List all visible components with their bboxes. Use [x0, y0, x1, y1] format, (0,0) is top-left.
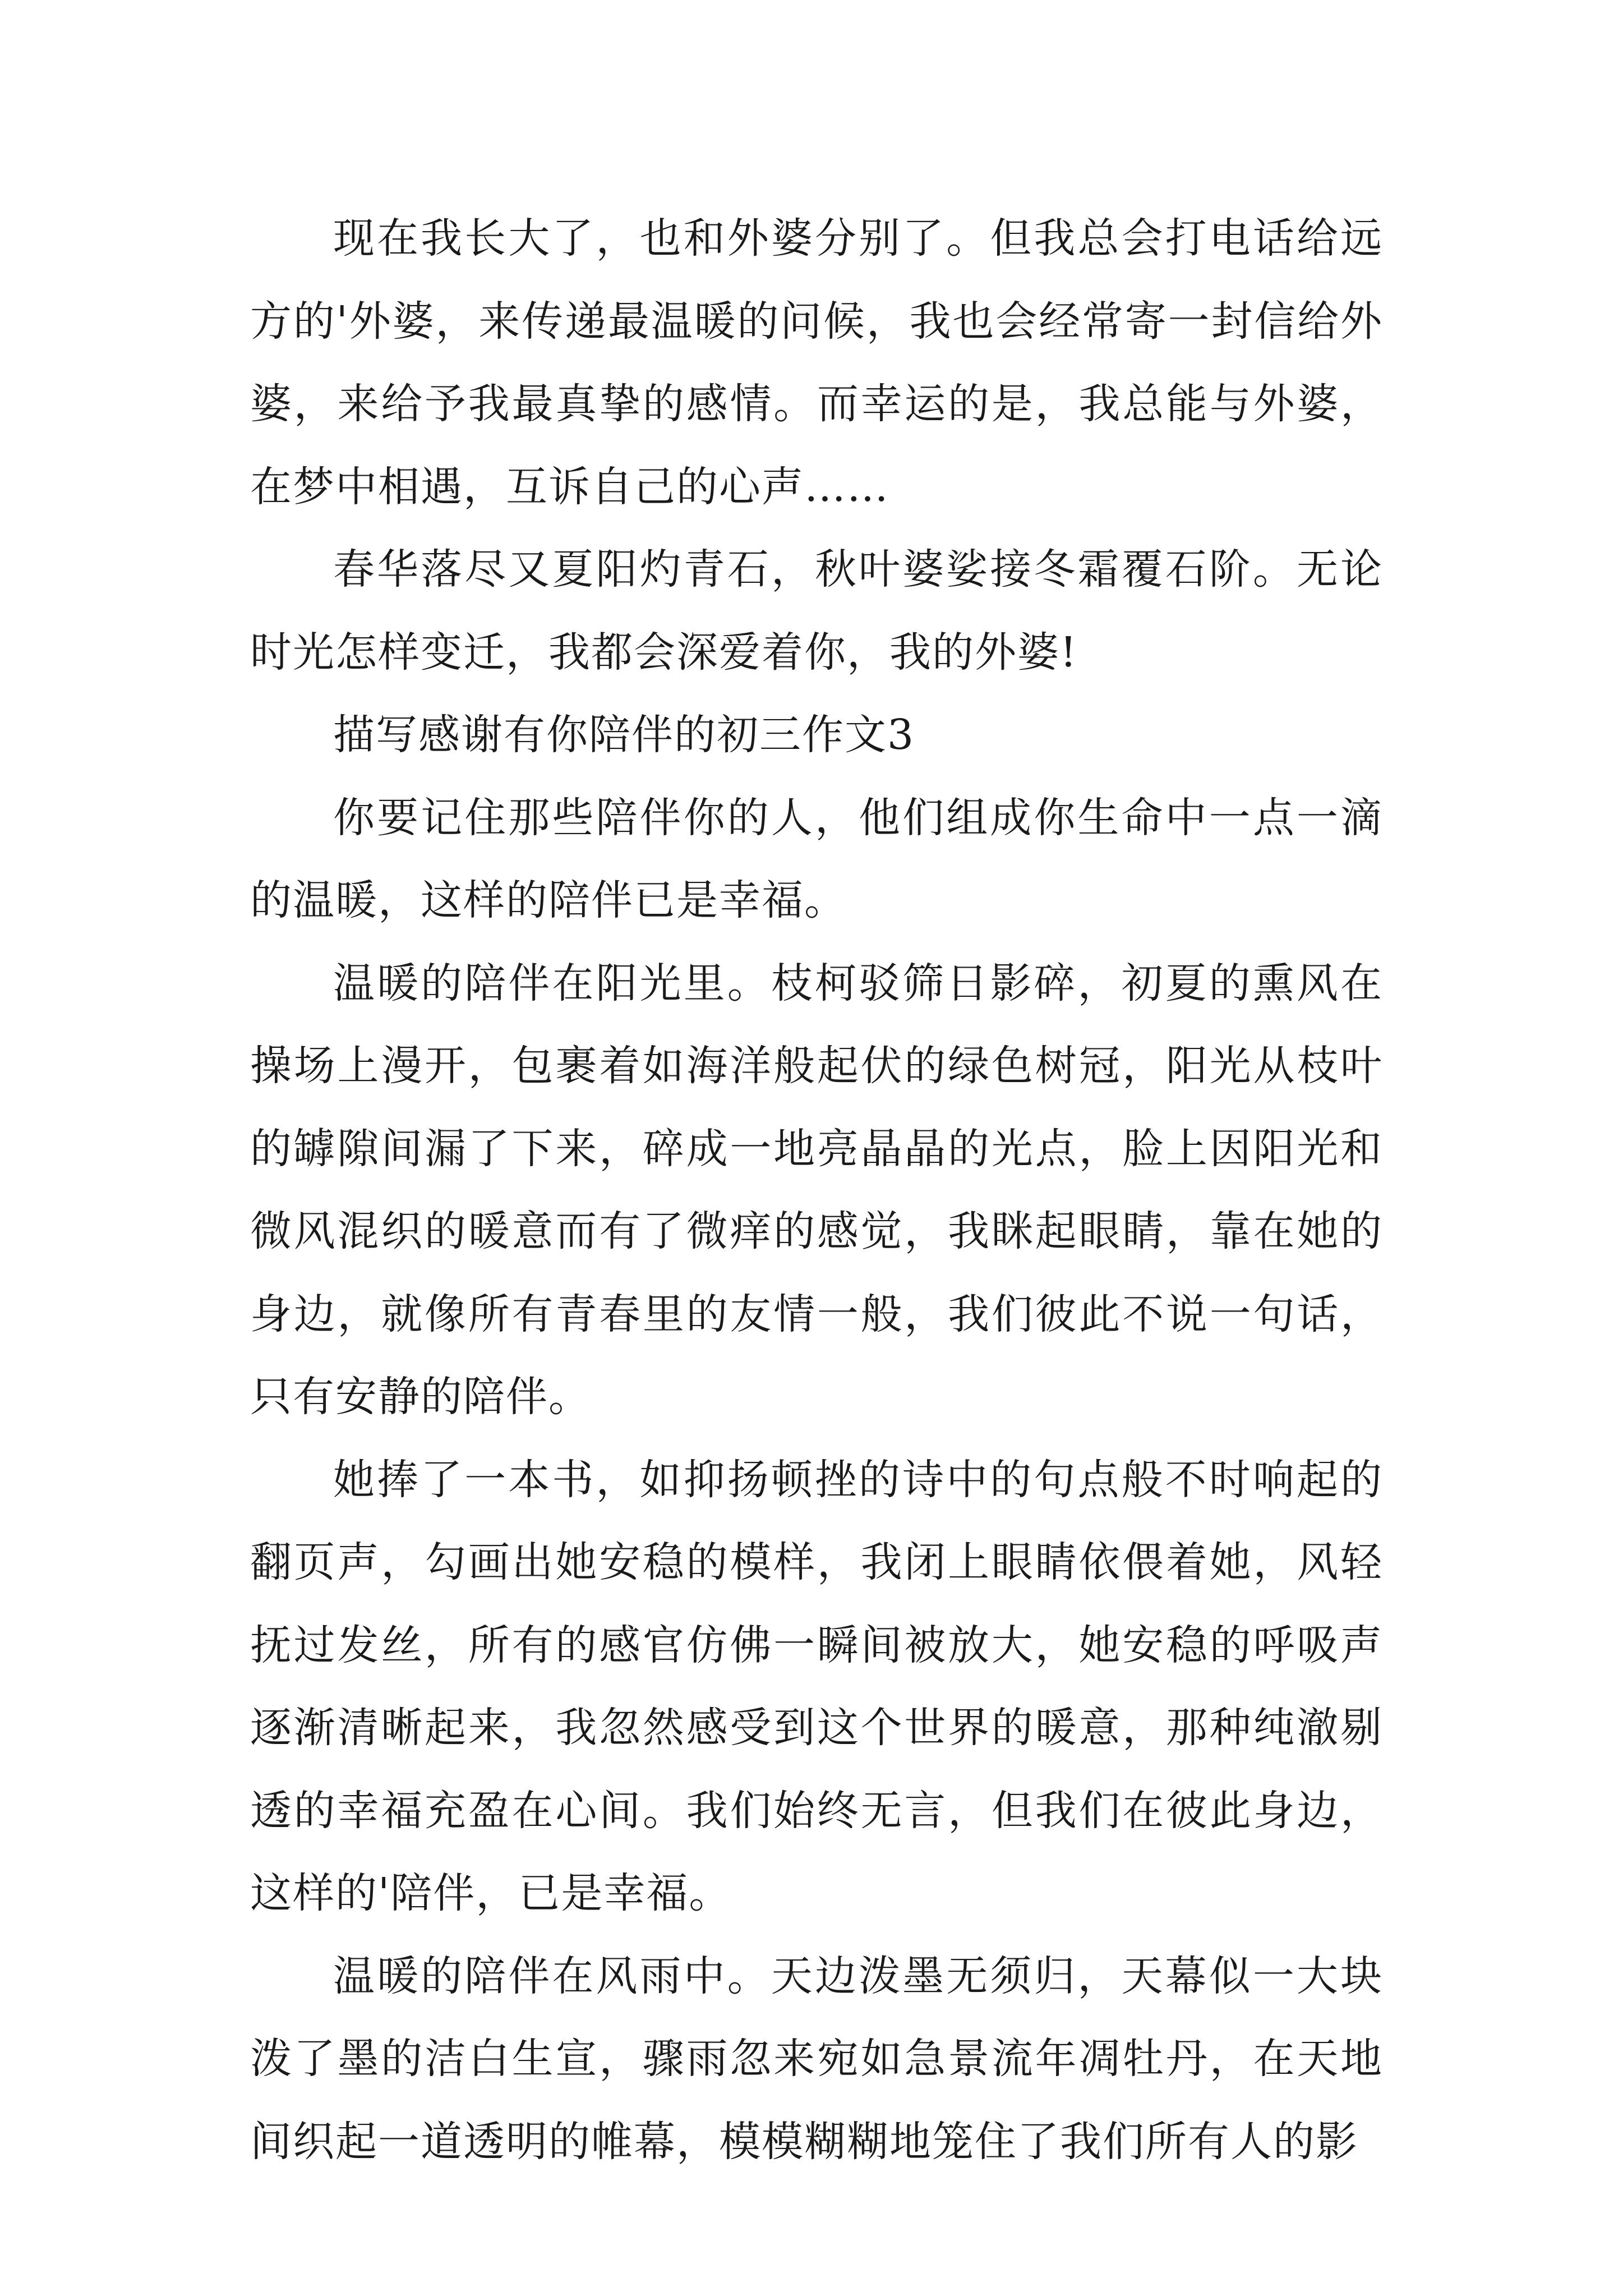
- essay-title: 描写感谢有你陪伴的初三作文3: [333, 711, 915, 759]
- paragraph-remember-companions: 你要记住那些陪伴你的人，他们组成你生命中一点一滴的温暖，这样的陪伴已是幸福。: [250, 793, 1383, 924]
- paragraph-missing-grandma: 现在我长大了，也和外婆分别了。但我总会打电话给远方的'外婆，来传递最温暖的问候，我也会经常寄一封信给外婆，来给予我最真挚的感情。而幸运的是，我总能与外婆，在梦中相遇，互诉自己的心声……: [250, 214, 1383, 511]
- paragraph-reading-book: 她捧了一本书，如抑扬顿挫的诗中的句点般不时响起的翻页声，勾画出她安稳的模样，我闭上眼睛依偎着她，风轻抚过发丝，所有的感官仿佛一瞬间被放大，她安稳的呼吸声逐渐清晰起来，我忽然感受到这个世界的暖意，那种纯澈剔透的幸福充盈在心间。我们始终无言，但我们在彼此身边，这样的'陪伴，已是幸福。: [250, 1455, 1383, 1917]
- paragraph-wind-rain: 温暖的陪伴在风雨中。天边泼墨无须归，天幕似一大块泼了墨的洁白生宣，骤雨忽来宛如急景流年凋牡丹，在天地间织起一道透明的帷幕，模模糊糊地笼住了我们所有人的影: [250, 1952, 1383, 2166]
- paragraph-sunshine: 温暖的陪伴在阳光里。枝柯驳筛日影碎，初夏的熏风在操场上漫开，包裹着如海洋般起伏的绿色树冠，阳光从枝叶的罅隙间漏了下来，碎成一地亮晶晶的光点，脸上因阳光和微风混织的暖意而有了微痒的感觉，我眯起眼睛，靠在她的身边，就像所有青春里的友情一般，我们彼此不说一句话，只有安静的陪伴。: [250, 959, 1383, 1421]
- article-body: [250, 197, 1383, 2183]
- paragraph-seasons: 春华落尽又夏阳灼青石，秋叶婆娑接冬霜覆石阶。无论时光怎样变迁，我都会深爱着你，我的外婆!: [250, 545, 1383, 677]
